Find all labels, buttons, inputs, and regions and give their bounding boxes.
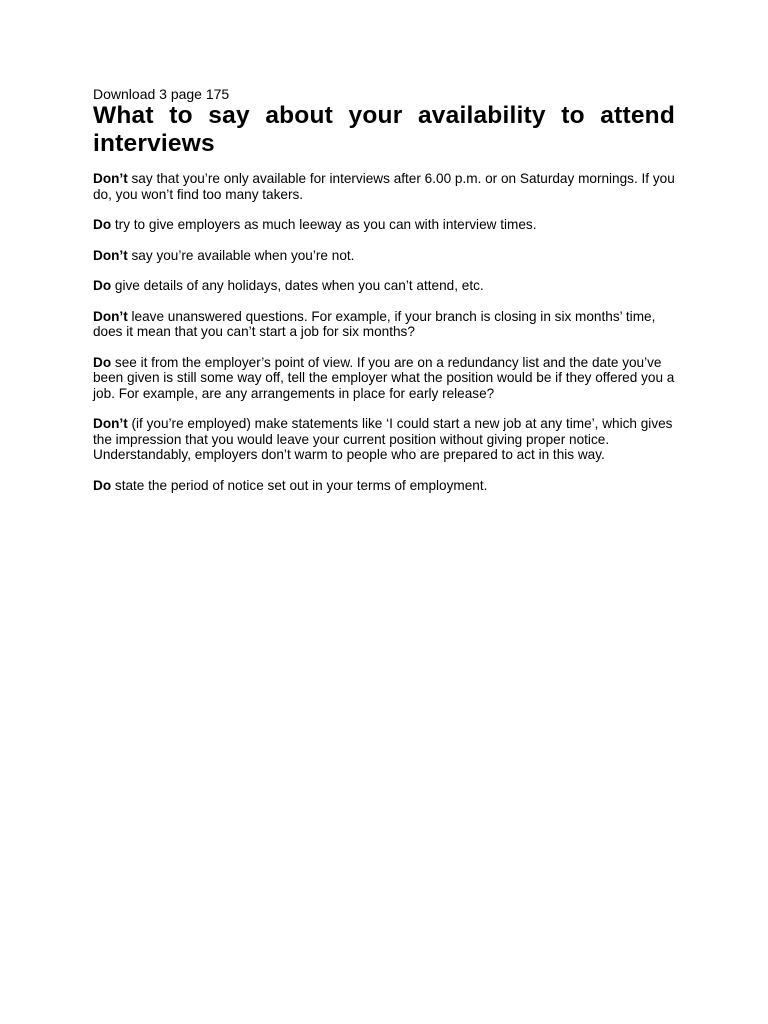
advice-paragraph bbox=[93, 355, 675, 402]
advice-text: say that you’re only available for interviews after 6.00 p.m. or on Saturday mornings. If you do, you won’t find too many takers. bbox=[93, 171, 675, 202]
advice-paragraph bbox=[93, 248, 675, 264]
advice-text: leave unanswered questions. For example, if your branch is closing in six months’ time, does it mean that you can’t start a job for six months? bbox=[93, 308, 656, 339]
advice-lead: Do bbox=[93, 278, 112, 293]
advice-lead: Do bbox=[93, 217, 112, 232]
advice-paragraph bbox=[93, 278, 675, 294]
advice-lead: Don’t bbox=[93, 171, 128, 186]
advice-text: give details of any holidays, dates when you can’t attend, etc. bbox=[111, 278, 484, 293]
advice-text: see it from the employer’s point of view. If you are on a redundancy list and the date you’ve been given is still some way off, tell the employer what the position would be if they offered you a job. For example, are any arrangements in place for early release? bbox=[93, 354, 675, 401]
advice-text: say you’re available when you’re not. bbox=[127, 247, 355, 263]
advice-text: state the period of notice set out in your terms of employment. bbox=[111, 477, 488, 493]
advice-lead: Don’t bbox=[93, 416, 128, 431]
advice-text: (if you’re employed) make statements like ‘I could start a new job at any time’, which gives the impression that you would leave your current position without giving proper notice. Understandably, employers don’t warm to people who are prepared to act in this way. bbox=[93, 416, 673, 462]
advice-paragraph bbox=[93, 217, 675, 233]
advice-text: try to give employers as much leeway as you can with interview times. bbox=[111, 217, 537, 232]
document-body bbox=[93, 86, 675, 508]
advice-paragraph bbox=[93, 171, 675, 202]
page-title: What to say about your availability to attend interviews bbox=[93, 102, 675, 157]
advice-lead: Do bbox=[93, 354, 112, 370]
advice-paragraph bbox=[93, 416, 675, 463]
advice-paragraph bbox=[93, 478, 675, 494]
advice-lead: Do bbox=[93, 477, 112, 493]
page-reference: Download 3 page 175 bbox=[93, 86, 230, 102]
advice-lead: Don’t bbox=[93, 308, 128, 324]
advice-paragraph bbox=[93, 309, 675, 340]
advice-lead: Don’t bbox=[93, 247, 128, 263]
